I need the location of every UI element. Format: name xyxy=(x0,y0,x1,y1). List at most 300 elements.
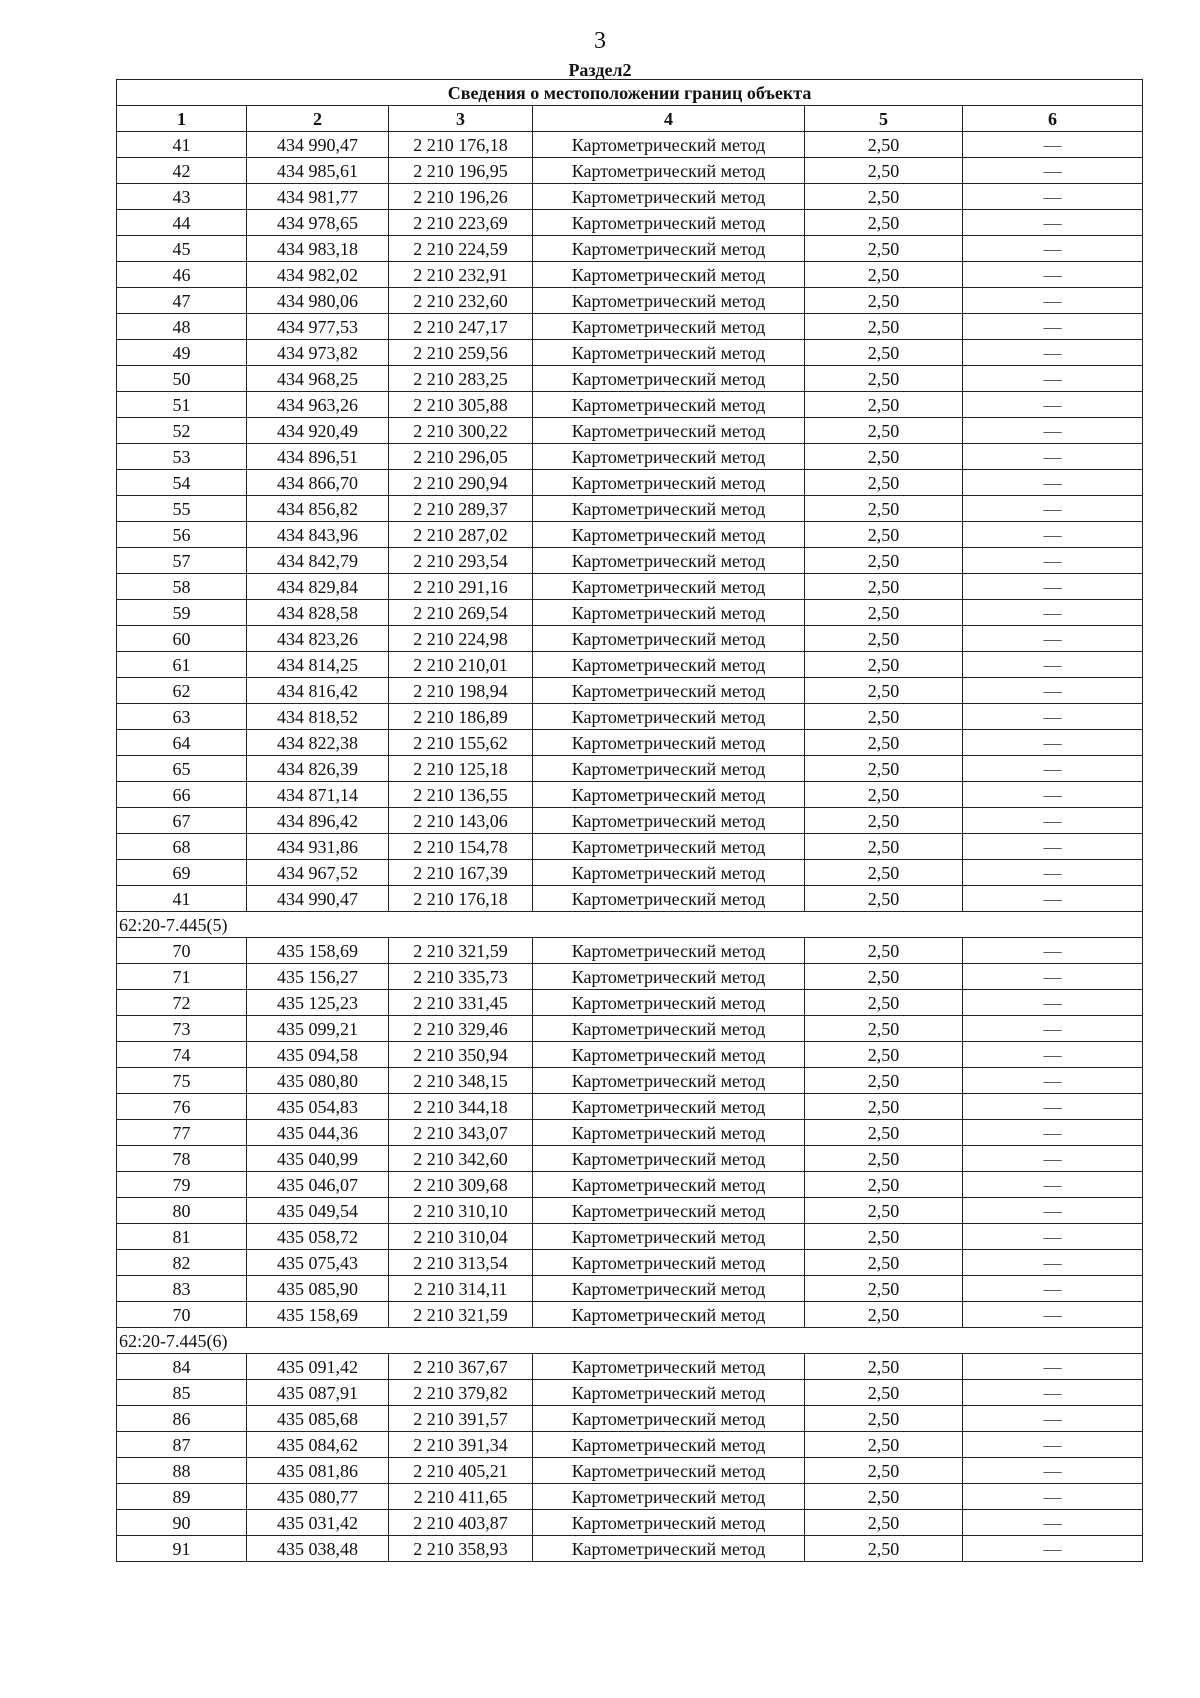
x-coordinate-cell: 435 085,90 xyxy=(247,1276,389,1302)
accuracy-cell: 2,50 xyxy=(805,392,963,418)
x-coordinate-cell: 434 828,58 xyxy=(247,600,389,626)
table-row xyxy=(117,1432,1143,1458)
x-coordinate-cell: 435 158,69 xyxy=(247,1302,389,1328)
point-number-cell: 59 xyxy=(117,600,247,626)
method-cell: Картометрический метод xyxy=(533,964,805,990)
method-cell: Картометрический метод xyxy=(533,1198,805,1224)
column-header: 1 xyxy=(117,106,247,132)
table-row xyxy=(117,1302,1143,1328)
description-cell: — xyxy=(963,132,1143,158)
y-coordinate-cell: 2 210 287,02 xyxy=(389,522,533,548)
y-coordinate-cell: 2 210 309,68 xyxy=(389,1172,533,1198)
accuracy-cell: 2,50 xyxy=(805,366,963,392)
y-coordinate-cell: 2 210 411,65 xyxy=(389,1484,533,1510)
method-cell: Картометрический метод xyxy=(533,860,805,886)
accuracy-cell: 2,50 xyxy=(805,444,963,470)
accuracy-cell: 2,50 xyxy=(805,600,963,626)
column-header: 3 xyxy=(389,106,533,132)
point-number-cell: 65 xyxy=(117,756,247,782)
accuracy-cell: 2,50 xyxy=(805,574,963,600)
x-coordinate-cell: 434 896,42 xyxy=(247,808,389,834)
x-coordinate-cell: 434 829,84 xyxy=(247,574,389,600)
description-cell: — xyxy=(963,496,1143,522)
x-coordinate-cell: 434 818,52 xyxy=(247,704,389,730)
y-coordinate-cell: 2 210 143,06 xyxy=(389,808,533,834)
y-coordinate-cell: 2 210 344,18 xyxy=(389,1094,533,1120)
x-coordinate-cell: 434 822,38 xyxy=(247,730,389,756)
point-number-cell: 54 xyxy=(117,470,247,496)
method-cell: Картометрический метод xyxy=(533,1224,805,1250)
point-number-cell: 89 xyxy=(117,1484,247,1510)
table-row xyxy=(117,1224,1143,1250)
y-coordinate-cell: 2 210 403,87 xyxy=(389,1510,533,1536)
point-number-cell: 49 xyxy=(117,340,247,366)
method-cell: Картометрический метод xyxy=(533,470,805,496)
accuracy-cell: 2,50 xyxy=(805,964,963,990)
table-row xyxy=(117,860,1143,886)
table-row xyxy=(117,1510,1143,1536)
x-coordinate-cell: 435 081,86 xyxy=(247,1458,389,1484)
y-coordinate-cell: 2 210 329,46 xyxy=(389,1016,533,1042)
y-coordinate-cell: 2 210 321,59 xyxy=(389,1302,533,1328)
point-number-cell: 53 xyxy=(117,444,247,470)
method-cell: Картометрический метод xyxy=(533,496,805,522)
method-cell: Картометрический метод xyxy=(533,1016,805,1042)
table-row xyxy=(117,236,1143,262)
description-cell: — xyxy=(963,262,1143,288)
y-coordinate-cell: 2 210 269,54 xyxy=(389,600,533,626)
point-number-cell: 47 xyxy=(117,288,247,314)
y-coordinate-cell: 2 210 196,26 xyxy=(389,184,533,210)
table-row xyxy=(117,1068,1143,1094)
table-row xyxy=(117,340,1143,366)
y-coordinate-cell: 2 210 314,11 xyxy=(389,1276,533,1302)
x-coordinate-cell: 434 981,77 xyxy=(247,184,389,210)
table-row xyxy=(117,1094,1143,1120)
y-coordinate-cell: 2 210 305,88 xyxy=(389,392,533,418)
method-cell: Картометрический метод xyxy=(533,1536,805,1562)
description-cell: — xyxy=(963,548,1143,574)
page-number: 3 xyxy=(594,28,606,54)
point-number-cell: 55 xyxy=(117,496,247,522)
accuracy-cell: 2,50 xyxy=(805,808,963,834)
y-coordinate-cell: 2 210 167,39 xyxy=(389,860,533,886)
table-row xyxy=(117,210,1143,236)
table-row xyxy=(117,444,1143,470)
accuracy-cell: 2,50 xyxy=(805,782,963,808)
x-coordinate-cell: 434 985,61 xyxy=(247,158,389,184)
group-label-row xyxy=(117,1328,1143,1354)
y-coordinate-cell: 2 210 232,60 xyxy=(389,288,533,314)
method-cell: Картометрический метод xyxy=(533,886,805,912)
y-coordinate-cell: 2 210 300,22 xyxy=(389,418,533,444)
y-coordinate-cell: 2 210 176,18 xyxy=(389,886,533,912)
y-coordinate-cell: 2 210 391,34 xyxy=(389,1432,533,1458)
description-cell: — xyxy=(963,1068,1143,1094)
table-row xyxy=(117,964,1143,990)
point-number-cell: 91 xyxy=(117,1536,247,1562)
point-number-cell: 67 xyxy=(117,808,247,834)
table-row xyxy=(117,1146,1143,1172)
accuracy-cell: 2,50 xyxy=(805,158,963,184)
point-number-cell: 84 xyxy=(117,1354,247,1380)
table-caption: Сведения о местоположении границ объекта xyxy=(117,80,1143,106)
x-coordinate-cell: 435 156,27 xyxy=(247,964,389,990)
method-cell: Картометрический метод xyxy=(533,990,805,1016)
x-coordinate-cell: 435 031,42 xyxy=(247,1510,389,1536)
x-coordinate-cell: 434 982,02 xyxy=(247,262,389,288)
method-cell: Картометрический метод xyxy=(533,834,805,860)
table-row xyxy=(117,314,1143,340)
accuracy-cell: 2,50 xyxy=(805,704,963,730)
method-cell: Картометрический метод xyxy=(533,652,805,678)
y-coordinate-cell: 2 210 293,54 xyxy=(389,548,533,574)
y-coordinate-cell: 2 210 224,59 xyxy=(389,236,533,262)
method-cell: Картометрический метод xyxy=(533,1172,805,1198)
y-coordinate-cell: 2 210 289,37 xyxy=(389,496,533,522)
point-number-cell: 57 xyxy=(117,548,247,574)
table-row xyxy=(117,756,1143,782)
x-coordinate-cell: 435 125,23 xyxy=(247,990,389,1016)
accuracy-cell: 2,50 xyxy=(805,1120,963,1146)
table-row xyxy=(117,1172,1143,1198)
description-cell: — xyxy=(963,1094,1143,1120)
table-body xyxy=(117,80,1143,1562)
y-coordinate-cell: 2 210 259,56 xyxy=(389,340,533,366)
description-cell: — xyxy=(963,470,1143,496)
point-number-cell: 45 xyxy=(117,236,247,262)
x-coordinate-cell: 435 091,42 xyxy=(247,1354,389,1380)
point-number-cell: 71 xyxy=(117,964,247,990)
y-coordinate-cell: 2 210 405,21 xyxy=(389,1458,533,1484)
x-coordinate-cell: 435 087,91 xyxy=(247,1380,389,1406)
y-coordinate-cell: 2 210 358,93 xyxy=(389,1536,533,1562)
column-header: 4 xyxy=(533,106,805,132)
x-coordinate-cell: 435 080,80 xyxy=(247,1068,389,1094)
point-number-cell: 74 xyxy=(117,1042,247,1068)
point-number-cell: 50 xyxy=(117,366,247,392)
x-coordinate-cell: 434 814,25 xyxy=(247,652,389,678)
description-cell: — xyxy=(963,1458,1143,1484)
accuracy-cell: 2,50 xyxy=(805,1146,963,1172)
point-number-cell: 81 xyxy=(117,1224,247,1250)
table-row xyxy=(117,1198,1143,1224)
y-coordinate-cell: 2 210 313,54 xyxy=(389,1250,533,1276)
accuracy-cell: 2,50 xyxy=(805,522,963,548)
y-coordinate-cell: 2 210 223,69 xyxy=(389,210,533,236)
table-row xyxy=(117,1406,1143,1432)
description-cell: — xyxy=(963,626,1143,652)
accuracy-cell: 2,50 xyxy=(805,1224,963,1250)
point-number-cell: 70 xyxy=(117,938,247,964)
description-cell: — xyxy=(963,288,1143,314)
method-cell: Картометрический метод xyxy=(533,1432,805,1458)
point-number-cell: 85 xyxy=(117,1380,247,1406)
x-coordinate-cell: 434 963,26 xyxy=(247,392,389,418)
table-row xyxy=(117,730,1143,756)
table-row xyxy=(117,1536,1143,1562)
x-coordinate-cell: 435 044,36 xyxy=(247,1120,389,1146)
group-label-row xyxy=(117,912,1143,938)
method-cell: Картометрический метод xyxy=(533,1094,805,1120)
description-cell: — xyxy=(963,730,1143,756)
accuracy-cell: 2,50 xyxy=(805,626,963,652)
method-cell: Картометрический метод xyxy=(533,1250,805,1276)
table-row xyxy=(117,1354,1143,1380)
point-number-cell: 83 xyxy=(117,1276,247,1302)
point-number-cell: 78 xyxy=(117,1146,247,1172)
group-label: 62:20-7.445(5) xyxy=(117,912,1143,938)
y-coordinate-cell: 2 210 290,94 xyxy=(389,470,533,496)
accuracy-cell: 2,50 xyxy=(805,496,963,522)
table-row xyxy=(117,470,1143,496)
point-number-cell: 63 xyxy=(117,704,247,730)
x-coordinate-cell: 434 856,82 xyxy=(247,496,389,522)
description-cell: — xyxy=(963,1042,1143,1068)
accuracy-cell: 2,50 xyxy=(805,886,963,912)
method-cell: Картометрический метод xyxy=(533,600,805,626)
x-coordinate-cell: 435 040,99 xyxy=(247,1146,389,1172)
x-coordinate-cell: 434 990,47 xyxy=(247,886,389,912)
accuracy-cell: 2,50 xyxy=(805,1068,963,1094)
accuracy-cell: 2,50 xyxy=(805,418,963,444)
point-number-cell: 72 xyxy=(117,990,247,1016)
description-cell: — xyxy=(963,184,1143,210)
table-row xyxy=(117,990,1143,1016)
description-cell: — xyxy=(963,392,1143,418)
description-cell: — xyxy=(963,1484,1143,1510)
method-cell: Картометрический метод xyxy=(533,444,805,470)
description-cell: — xyxy=(963,1354,1143,1380)
table-row xyxy=(117,1276,1143,1302)
y-coordinate-cell: 2 210 367,67 xyxy=(389,1354,533,1380)
method-cell: Картометрический метод xyxy=(533,574,805,600)
description-cell: — xyxy=(963,314,1143,340)
method-cell: Картометрический метод xyxy=(533,1458,805,1484)
x-coordinate-cell: 435 099,21 xyxy=(247,1016,389,1042)
method-cell: Картометрический метод xyxy=(533,808,805,834)
description-cell: — xyxy=(963,1536,1143,1562)
y-coordinate-cell: 2 210 155,62 xyxy=(389,730,533,756)
point-number-cell: 62 xyxy=(117,678,247,704)
x-coordinate-cell: 435 158,69 xyxy=(247,938,389,964)
point-number-cell: 44 xyxy=(117,210,247,236)
y-coordinate-cell: 2 210 348,15 xyxy=(389,1068,533,1094)
column-header: 6 xyxy=(963,106,1143,132)
table-row xyxy=(117,626,1143,652)
accuracy-cell: 2,50 xyxy=(805,288,963,314)
point-number-cell: 42 xyxy=(117,158,247,184)
table-row xyxy=(117,1484,1143,1510)
x-coordinate-cell: 434 967,52 xyxy=(247,860,389,886)
accuracy-cell: 2,50 xyxy=(805,756,963,782)
accuracy-cell: 2,50 xyxy=(805,1276,963,1302)
method-cell: Картометрический метод xyxy=(533,1484,805,1510)
table-row xyxy=(117,938,1143,964)
table-row xyxy=(117,392,1143,418)
method-cell: Картометрический метод xyxy=(533,262,805,288)
description-cell: — xyxy=(963,886,1143,912)
table-row xyxy=(117,1380,1143,1406)
y-coordinate-cell: 2 210 154,78 xyxy=(389,834,533,860)
table-row xyxy=(117,574,1143,600)
method-cell: Картометрический метод xyxy=(533,1380,805,1406)
y-coordinate-cell: 2 210 186,89 xyxy=(389,704,533,730)
method-cell: Картометрический метод xyxy=(533,704,805,730)
accuracy-cell: 2,50 xyxy=(805,1094,963,1120)
description-cell: — xyxy=(963,1406,1143,1432)
method-cell: Картометрический метод xyxy=(533,1068,805,1094)
description-cell: — xyxy=(963,600,1143,626)
table-row xyxy=(117,288,1143,314)
table-row xyxy=(117,548,1143,574)
accuracy-cell: 2,50 xyxy=(805,860,963,886)
description-cell: — xyxy=(963,652,1143,678)
description-cell: — xyxy=(963,1224,1143,1250)
method-cell: Картометрический метод xyxy=(533,938,805,964)
point-number-cell: 68 xyxy=(117,834,247,860)
method-cell: Картометрический метод xyxy=(533,314,805,340)
x-coordinate-cell: 434 816,42 xyxy=(247,678,389,704)
y-coordinate-cell: 2 210 350,94 xyxy=(389,1042,533,1068)
description-cell: — xyxy=(963,1276,1143,1302)
point-number-cell: 61 xyxy=(117,652,247,678)
description-cell: — xyxy=(963,366,1143,392)
description-cell: — xyxy=(963,860,1143,886)
accuracy-cell: 2,50 xyxy=(805,236,963,262)
accuracy-cell: 2,50 xyxy=(805,184,963,210)
y-coordinate-cell: 2 210 232,91 xyxy=(389,262,533,288)
y-coordinate-cell: 2 210 224,98 xyxy=(389,626,533,652)
x-coordinate-cell: 434 866,70 xyxy=(247,470,389,496)
description-cell: — xyxy=(963,782,1143,808)
method-cell: Картометрический метод xyxy=(533,626,805,652)
description-cell: — xyxy=(963,938,1143,964)
method-cell: Картометрический метод xyxy=(533,210,805,236)
x-coordinate-cell: 434 896,51 xyxy=(247,444,389,470)
x-coordinate-cell: 435 046,07 xyxy=(247,1172,389,1198)
accuracy-cell: 2,50 xyxy=(805,1432,963,1458)
x-coordinate-cell: 434 973,82 xyxy=(247,340,389,366)
point-number-cell: 87 xyxy=(117,1432,247,1458)
method-cell: Картометрический метод xyxy=(533,1354,805,1380)
x-coordinate-cell: 435 084,62 xyxy=(247,1432,389,1458)
point-number-cell: 77 xyxy=(117,1120,247,1146)
table-row xyxy=(117,366,1143,392)
description-cell: — xyxy=(963,1302,1143,1328)
table-row xyxy=(117,704,1143,730)
column-header: 2 xyxy=(247,106,389,132)
description-cell: — xyxy=(963,1432,1143,1458)
accuracy-cell: 2,50 xyxy=(805,1354,963,1380)
y-coordinate-cell: 2 210 283,25 xyxy=(389,366,533,392)
accuracy-cell: 2,50 xyxy=(805,470,963,496)
method-cell: Картометрический метод xyxy=(533,1042,805,1068)
table-row xyxy=(117,158,1143,184)
method-cell: Картометрический метод xyxy=(533,236,805,262)
method-cell: Картометрический метод xyxy=(533,132,805,158)
x-coordinate-cell: 434 842,79 xyxy=(247,548,389,574)
method-cell: Картометрический метод xyxy=(533,756,805,782)
point-number-cell: 66 xyxy=(117,782,247,808)
table-row xyxy=(117,1042,1143,1068)
section-title: Раздел2 xyxy=(568,60,632,80)
method-cell: Картометрический метод xyxy=(533,730,805,756)
x-coordinate-cell: 434 978,65 xyxy=(247,210,389,236)
y-coordinate-cell: 2 210 310,10 xyxy=(389,1198,533,1224)
description-cell: — xyxy=(963,808,1143,834)
table-row xyxy=(117,262,1143,288)
x-coordinate-cell: 434 823,26 xyxy=(247,626,389,652)
boundary-coordinates-table xyxy=(116,79,1143,1562)
table-row xyxy=(117,496,1143,522)
point-number-cell: 76 xyxy=(117,1094,247,1120)
table-row xyxy=(117,184,1143,210)
table-header-row xyxy=(117,106,1143,132)
method-cell: Картометрический метод xyxy=(533,158,805,184)
description-cell: — xyxy=(963,1172,1143,1198)
description-cell: — xyxy=(963,158,1143,184)
table-row xyxy=(117,678,1143,704)
point-number-cell: 43 xyxy=(117,184,247,210)
description-cell: — xyxy=(963,756,1143,782)
table-row xyxy=(117,132,1143,158)
method-cell: Картометрический метод xyxy=(533,548,805,574)
point-number-cell: 52 xyxy=(117,418,247,444)
description-cell: — xyxy=(963,210,1143,236)
description-cell: — xyxy=(963,1380,1143,1406)
description-cell: — xyxy=(963,340,1143,366)
y-coordinate-cell: 2 210 391,57 xyxy=(389,1406,533,1432)
x-coordinate-cell: 434 920,49 xyxy=(247,418,389,444)
x-coordinate-cell: 435 054,83 xyxy=(247,1094,389,1120)
table-row xyxy=(117,886,1143,912)
y-coordinate-cell: 2 210 379,82 xyxy=(389,1380,533,1406)
point-number-cell: 64 xyxy=(117,730,247,756)
y-coordinate-cell: 2 210 321,59 xyxy=(389,938,533,964)
accuracy-cell: 2,50 xyxy=(805,678,963,704)
accuracy-cell: 2,50 xyxy=(805,1510,963,1536)
point-number-cell: 88 xyxy=(117,1458,247,1484)
accuracy-cell: 2,50 xyxy=(805,1198,963,1224)
description-cell: — xyxy=(963,418,1143,444)
method-cell: Картометрический метод xyxy=(533,1406,805,1432)
method-cell: Картометрический метод xyxy=(533,366,805,392)
x-coordinate-cell: 435 080,77 xyxy=(247,1484,389,1510)
accuracy-cell: 2,50 xyxy=(805,1302,963,1328)
accuracy-cell: 2,50 xyxy=(805,1458,963,1484)
y-coordinate-cell: 2 210 291,16 xyxy=(389,574,533,600)
x-coordinate-cell: 434 826,39 xyxy=(247,756,389,782)
description-cell: — xyxy=(963,522,1143,548)
y-coordinate-cell: 2 210 342,60 xyxy=(389,1146,533,1172)
table-row xyxy=(117,652,1143,678)
table-row xyxy=(117,1016,1143,1042)
accuracy-cell: 2,50 xyxy=(805,1484,963,1510)
accuracy-cell: 2,50 xyxy=(805,1172,963,1198)
point-number-cell: 69 xyxy=(117,860,247,886)
description-cell: — xyxy=(963,1250,1143,1276)
point-number-cell: 75 xyxy=(117,1068,247,1094)
point-number-cell: 60 xyxy=(117,626,247,652)
accuracy-cell: 2,50 xyxy=(805,730,963,756)
y-coordinate-cell: 2 210 335,73 xyxy=(389,964,533,990)
y-coordinate-cell: 2 210 210,01 xyxy=(389,652,533,678)
description-cell: — xyxy=(963,1016,1143,1042)
description-cell: — xyxy=(963,574,1143,600)
y-coordinate-cell: 2 210 343,07 xyxy=(389,1120,533,1146)
description-cell: — xyxy=(963,964,1143,990)
